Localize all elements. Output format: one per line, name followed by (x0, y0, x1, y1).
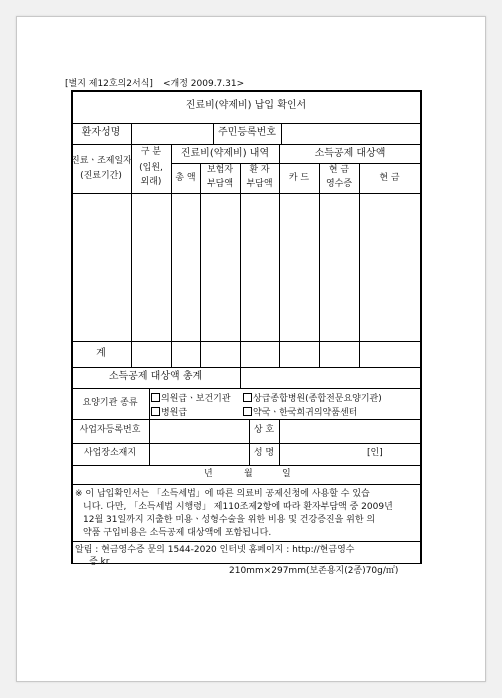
card-header: 카 드 (288, 173, 310, 183)
revision-date: <개정 2009.7.31> (163, 79, 245, 89)
checkbox-clinic[interactable] (151, 393, 160, 402)
table-top-border (71, 90, 421, 92)
patient-share-header-2: 부담액 (246, 179, 273, 189)
type-label: 구 분 (140, 147, 162, 157)
business-number-label: 사업자등록번호 (79, 425, 141, 435)
form-title: 진료비(약제비) 납입 확인서 (185, 100, 307, 111)
notice-line-1: 알림 : 현금영수증 문의 1544-2020 인터넷 홈페이지 : http://현금영수 (75, 545, 355, 555)
table-right-border (420, 90, 422, 564)
insurer-share-header: 보험자 (206, 165, 234, 175)
cash-receipt-header-2: 영수증 (325, 179, 353, 189)
form-number: [별지 제12호의2서식] (65, 79, 153, 89)
deduction-target-header: 소득공제 대상액 (314, 148, 386, 159)
business-name-label: 상 호 (253, 425, 275, 435)
insurer-share-header-2: 부담액 (206, 179, 234, 189)
business-address-label: 사업장소재지 (83, 448, 137, 458)
note-line-2: 니다. 다만, 「소득세법 시행령」 제110조제2항에 따라 환자부담액 중 2009년 (83, 502, 393, 512)
notice-line-2: 증.kr (89, 557, 110, 567)
option-pharmacy[interactable]: 약국ㆍ한국희귀의약품센터 (243, 407, 357, 418)
institution-type-label: 요양기관 종류 (82, 398, 138, 408)
total-amount-header: 총 액 (175, 173, 196, 183)
deduction-total-label: 소득공제 대상액 총계 (108, 371, 203, 382)
note-line-1: ※ 이 납입확인서는 「소득세법」에 따른 의료비 공제신청에 사용할 수 있습 (75, 489, 370, 499)
option-clinic[interactable]: 의원급ㆍ보건기관 (151, 393, 231, 404)
patient-share-header: 환 자 (249, 165, 270, 175)
date-day: 일 (282, 469, 291, 479)
paper-specification: 210mm×297mm(보존용지(2종)70g/㎡) (229, 566, 399, 576)
date-month: 월 (244, 469, 253, 479)
checkbox-general-hospital[interactable] (243, 393, 252, 402)
document-page (16, 16, 486, 682)
cash-header: 현 금 (379, 173, 400, 183)
type-sub-label-2: 외래) (140, 177, 162, 187)
note-line-4: 약품 구입비용은 소득공제 대상액에 포함됩니다. (83, 528, 272, 538)
seal-mark: [인] (367, 448, 383, 458)
date-year: 년 (204, 469, 213, 479)
patient-name-label: 환자성명 (81, 127, 121, 138)
type-sub-label-1: (입원, (139, 163, 163, 173)
table-bottom-border (71, 563, 421, 564)
resident-number-label: 주민등록번호 (218, 127, 276, 138)
option-hospital[interactable]: 병원급 (151, 407, 187, 418)
sum-row-label: 계 (96, 348, 106, 359)
checkbox-pharmacy[interactable] (243, 407, 252, 416)
cost-detail-header: 진료비(약제비) 내역 (180, 148, 270, 159)
representative-name-label: 성 명 (253, 448, 275, 458)
note-line-3: 12월 31일까지 지출한 미용ㆍ성형수술을 위한 비용 및 건강증진을 위한 의 (83, 515, 376, 525)
treatment-date-label: 진료ㆍ조제일자 (71, 156, 132, 166)
option-general-hospital[interactable]: 상급종합병원(종합전문요양기관) (243, 393, 382, 404)
checkbox-hospital[interactable] (151, 407, 160, 416)
cash-receipt-header: 현 금 (328, 165, 350, 175)
treatment-period-label: (진료기간) (80, 171, 122, 181)
